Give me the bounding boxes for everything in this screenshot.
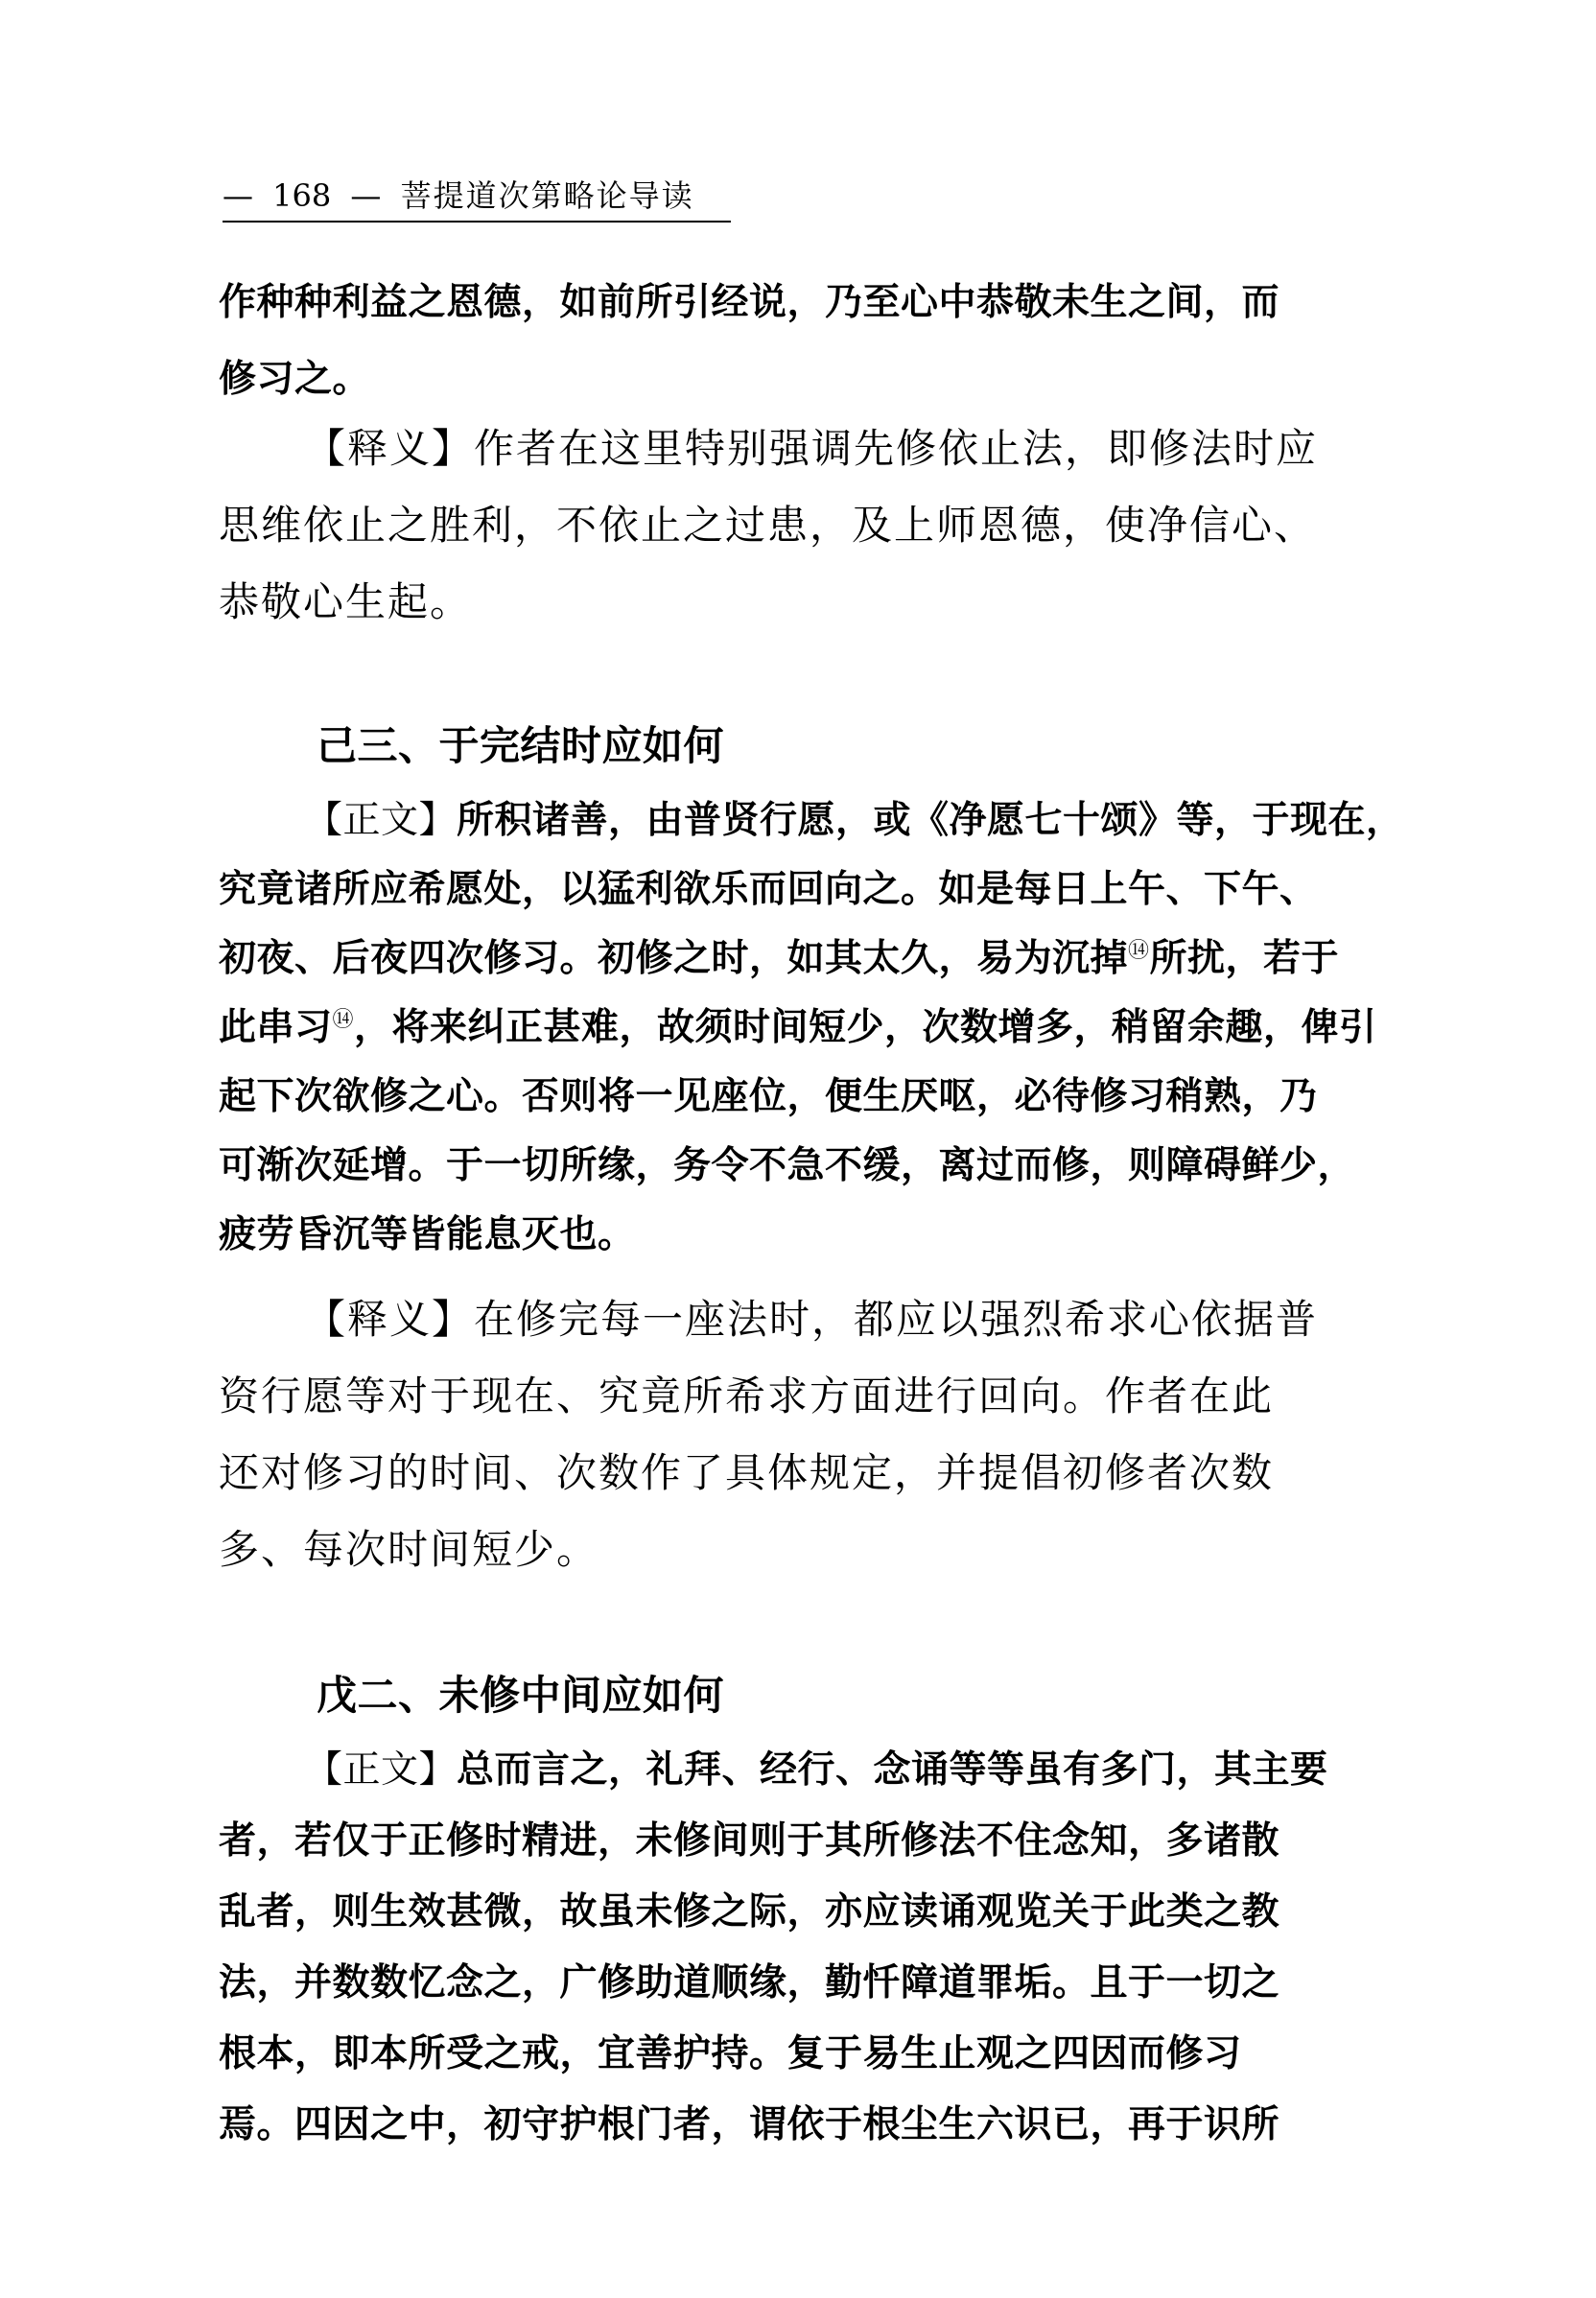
text-line: 起下次欲修之心。否则将一见座位，便生厌呕，必待修习稍熟，乃 xyxy=(219,1075,1318,1118)
annotation-tag: 【释义】 xyxy=(305,1296,475,1343)
text-line xyxy=(219,930,1398,988)
text-line: 乱者，则生效甚微，故虽未修之际，亦应读诵观览关于此类之教 xyxy=(219,1890,1280,1934)
text-line: 法，并数数忆念之，广修助道顺缘，勤忏障道罪垢。且于一切之 xyxy=(219,1961,1280,2005)
text-line: 者，若仅于正修时精进，未修间则于其所修法不住念知，多诸散 xyxy=(219,1819,1280,1863)
footnote-marker: ⑭ xyxy=(1128,939,1150,963)
text-line: 究竟诸所应希愿处，以猛利欲乐而回向之。如是每日上午、下午、 xyxy=(219,868,1318,911)
main-text: 所积诸善，由普贤行愿，或《净愿七十颂》等，于现在， xyxy=(457,799,1404,842)
text-line: 作种种利益之恩德，如前所引经说，乃至心中恭敬未生之间，而 xyxy=(219,281,1280,324)
text-segment: 此串习 xyxy=(219,1006,333,1049)
text-line: 思维依止之胜利，不依止之过患，及上师恩德，使净信心、 xyxy=(219,502,1317,549)
section-heading: 戊二、未修中间应如何 xyxy=(317,1672,725,1719)
page-number: 168 xyxy=(272,177,332,214)
text-line: 焉。四因之中，初守护根门者，谓依于根尘生六识已，再于识所 xyxy=(219,2103,1280,2146)
text-line: 资行愿等对于现在、究竟所希求方面进行回向。作者在此 xyxy=(219,1372,1275,1419)
text-line: 还对修习的时间、次数作了具体规定，并提倡初修者次数 xyxy=(219,1449,1275,1496)
running-header xyxy=(223,171,731,223)
header-dash-right: — xyxy=(350,177,382,214)
main-text-tag: 【正文】 xyxy=(305,799,458,842)
header-dash-left: — xyxy=(223,177,253,214)
text-line: 多、每次时间短少。 xyxy=(219,1526,599,1573)
book-title: 菩提道次第略论导读 xyxy=(400,177,694,214)
annotation-first-line xyxy=(305,420,1485,478)
main-text: 总而言之，礼拜、经行、念诵等等虽有多门，其主要 xyxy=(457,1748,1328,1792)
annotation-first-line xyxy=(305,1291,1485,1348)
section-heading: 己三、于完结时应如何 xyxy=(317,722,725,769)
annotation-text: 在修完每一座法时，都应以强烈希求心依据普 xyxy=(474,1296,1319,1343)
text-segment: 所扰，若于 xyxy=(1149,937,1340,980)
main-text-first-line xyxy=(305,792,1485,850)
text-segment: 初夜、后夜四次修习。初修之时，如其太久，易为沉掉 xyxy=(219,937,1129,980)
footnote-marker: ⑭ xyxy=(332,1008,355,1032)
text-line: 恭敬心生起。 xyxy=(219,578,473,625)
annotation-tag: 【释义】 xyxy=(305,425,475,472)
main-text-first-line xyxy=(305,1742,1485,1799)
text-line: 根本，即本所受之戒，宜善护持。复于易生止观之四因而修习 xyxy=(219,2032,1242,2075)
annotation-text: 作者在这里特别强调先修依止法，即修法时应 xyxy=(474,425,1319,472)
text-segment: ，将来纠正甚难，故须时间短少，次数增多，稍留余趣，俾引 xyxy=(354,1006,1377,1049)
main-text-tag: 【正文】 xyxy=(305,1748,458,1792)
text-line xyxy=(219,999,1398,1057)
text-line: 修习之。 xyxy=(219,358,371,401)
text-line: 可渐次延增。于一切所缘，务令不急不缓，离过而修，则障碍鲜少， xyxy=(219,1144,1356,1187)
text-line: 疲劳昏沉等皆能息灭也。 xyxy=(219,1213,636,1256)
